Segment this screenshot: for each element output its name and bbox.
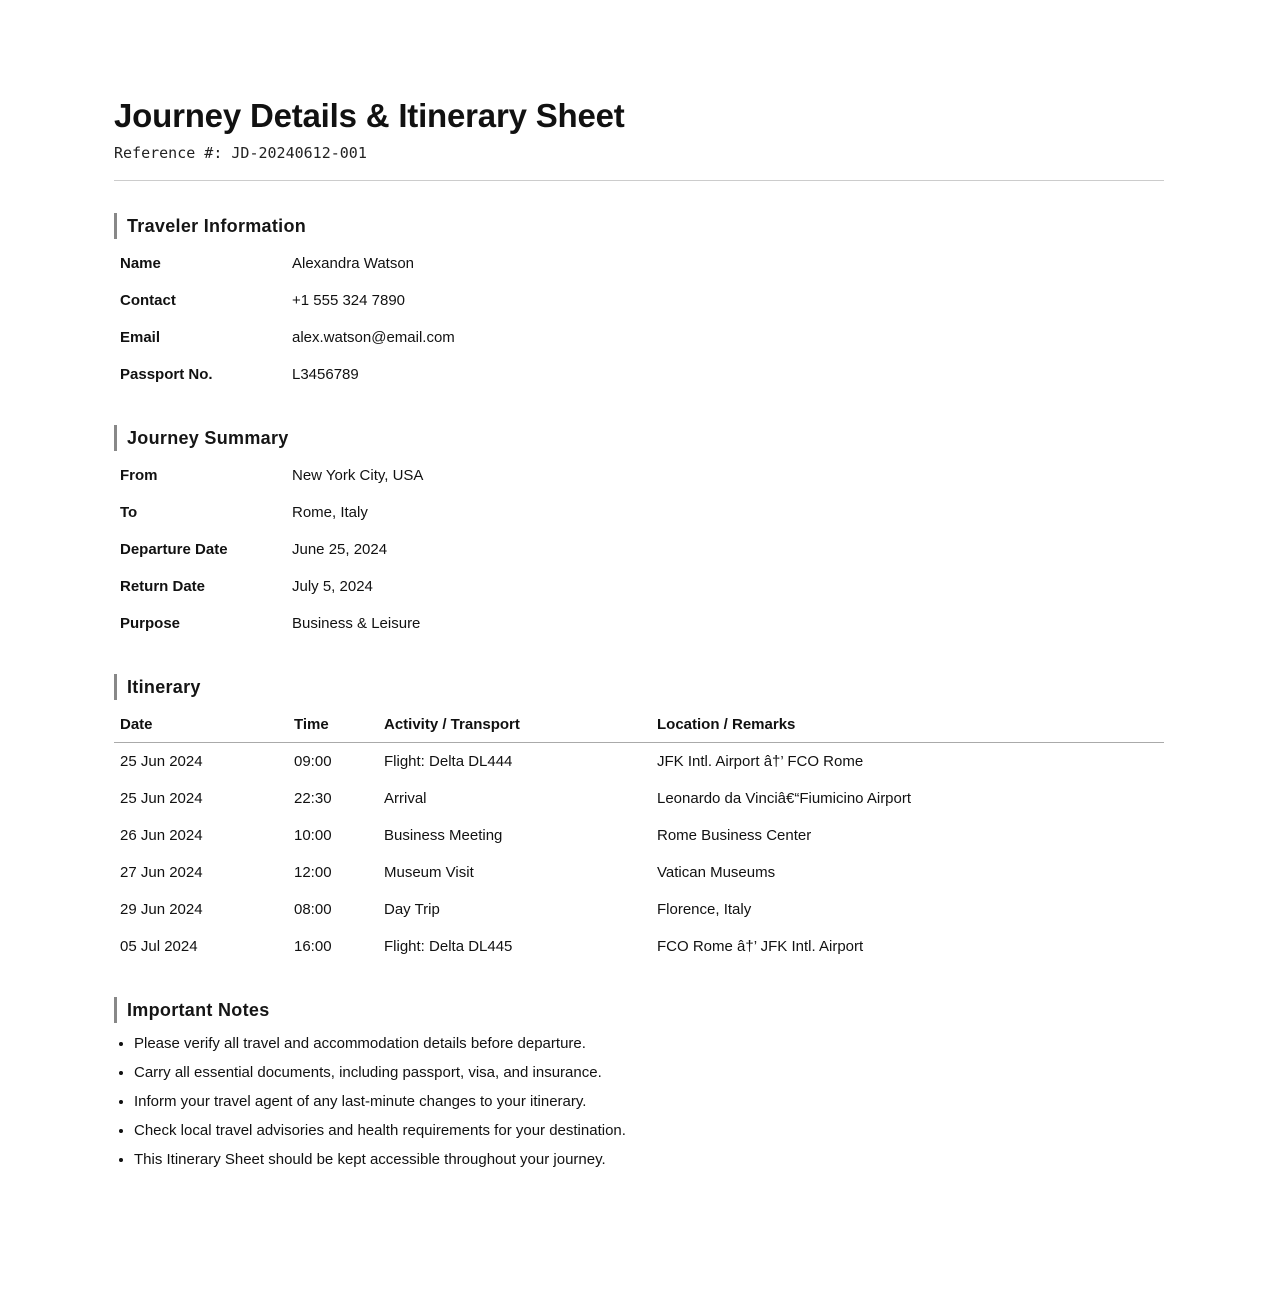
summary-field-label: Departure Date — [120, 541, 228, 558]
reference-number: Reference #: JD-20240612-001 — [114, 144, 367, 162]
summary-field-label: To — [120, 504, 138, 521]
important-notes-heading: Important Notes — [114, 997, 1164, 1023]
cell-date: 25 Jun 2024 — [120, 753, 203, 770]
cell-location: JFK Intl. Airport â†’ FCO Rome — [657, 753, 864, 770]
title-divider — [114, 180, 1164, 181]
traveler-field-label: Email — [120, 329, 161, 346]
traveler-information-section — [114, 213, 1164, 393]
journey-summary-heading: Journey Summary — [114, 425, 1164, 451]
cell-date: 05 Jul 2024 — [120, 938, 198, 955]
column-header-activity: Activity / Transport — [378, 706, 651, 743]
summary-field-label: Purpose — [120, 615, 181, 632]
cell-location: FCO Rome â†’ JFK Intl. Airport — [657, 938, 864, 955]
journey-summary-section — [114, 425, 1164, 642]
list-item: • This Itinerary Sheet should be kept accessible throughout your journey. — [134, 1145, 1164, 1174]
traveler-field-value: L3456789 — [292, 366, 359, 383]
column-header-date: Date — [114, 706, 288, 743]
cell-location: Florence, Italy — [657, 901, 752, 918]
table-row — [114, 743, 1164, 781]
journey-summary-table — [114, 457, 429, 642]
list-item: • Check local travel advisories and health requirements for your destination. — [134, 1116, 1164, 1145]
traveler-field-value: Alexandra Watson — [292, 255, 415, 272]
cell-time: 16:00 — [294, 938, 332, 955]
cell-time: 22:30 — [294, 790, 332, 807]
traveler-information-table — [114, 245, 461, 393]
list-item: • Please verify all travel and accommodation details before departure. — [134, 1029, 1164, 1058]
table-row — [114, 891, 1164, 928]
table-row — [114, 817, 1164, 854]
summary-field-row — [114, 494, 429, 531]
itinerary-header-row — [114, 706, 1164, 743]
cell-activity: Arrival — [384, 790, 427, 807]
traveler-field-row — [114, 245, 461, 282]
traveler-field-label: Name — [120, 255, 161, 272]
cell-activity: Business Meeting — [384, 827, 503, 844]
notes-list — [114, 1029, 1164, 1174]
summary-field-value: July 5, 2024 — [292, 578, 373, 595]
traveler-field-row — [114, 282, 461, 319]
cell-location: Rome Business Center — [657, 827, 812, 844]
summary-field-row — [114, 457, 429, 494]
summary-field-row — [114, 531, 429, 568]
cell-location: Leonardo da Vinciâ€“Fiumicino Airport — [657, 790, 912, 807]
itinerary-document — [114, 0, 1164, 1174]
traveler-field-label: Contact — [120, 292, 176, 309]
cell-date: 25 Jun 2024 — [120, 790, 203, 807]
cell-time: 09:00 — [294, 753, 332, 770]
itinerary-heading: Itinerary — [114, 674, 1164, 700]
column-header-location: Location / Remarks — [651, 706, 1164, 743]
important-notes-section — [114, 997, 1164, 1174]
summary-field-value: Rome, Italy — [292, 504, 368, 521]
table-row — [114, 928, 1164, 965]
summary-field-value: New York City, USA — [292, 467, 424, 484]
summary-field-value: Business & Leisure — [292, 615, 421, 632]
cell-date: 27 Jun 2024 — [120, 864, 203, 881]
traveler-field-row — [114, 356, 461, 393]
cell-activity: Flight: Delta DL444 — [384, 753, 513, 770]
traveler-field-value: +1 555 324 7890 — [292, 292, 406, 309]
list-item: • Carry all essential documents, including passport, visa, and insurance. — [134, 1058, 1164, 1087]
traveler-information-heading: Traveler Information — [114, 213, 1164, 239]
summary-field-label: Return Date — [120, 578, 206, 595]
list-item: • Inform your travel agent of any last-minute changes to your itinerary. — [134, 1087, 1164, 1116]
itinerary-table — [114, 706, 1164, 965]
cell-time: 10:00 — [294, 827, 332, 844]
itinerary-section — [114, 674, 1164, 965]
cell-location: Vatican Museums — [657, 864, 776, 881]
cell-time: 08:00 — [294, 901, 332, 918]
traveler-field-row — [114, 319, 461, 356]
cell-date: 26 Jun 2024 — [120, 827, 203, 844]
table-row — [114, 780, 1164, 817]
cell-activity: Flight: Delta DL445 — [384, 938, 513, 955]
document-title: Journey Details & Itinerary Sheet — [114, 97, 625, 134]
summary-field-row — [114, 605, 429, 642]
traveler-field-label: Passport No. — [120, 366, 213, 383]
cell-activity: Museum Visit — [384, 864, 474, 881]
cell-activity: Day Trip — [384, 901, 440, 918]
cell-time: 12:00 — [294, 864, 332, 881]
summary-field-label: From — [120, 467, 158, 484]
summary-field-row — [114, 568, 429, 605]
table-row — [114, 854, 1164, 891]
summary-field-value: June 25, 2024 — [292, 541, 388, 558]
cell-date: 29 Jun 2024 — [120, 901, 203, 918]
column-header-time: Time — [288, 706, 378, 743]
traveler-field-value: alex.watson@email.com — [292, 329, 455, 346]
